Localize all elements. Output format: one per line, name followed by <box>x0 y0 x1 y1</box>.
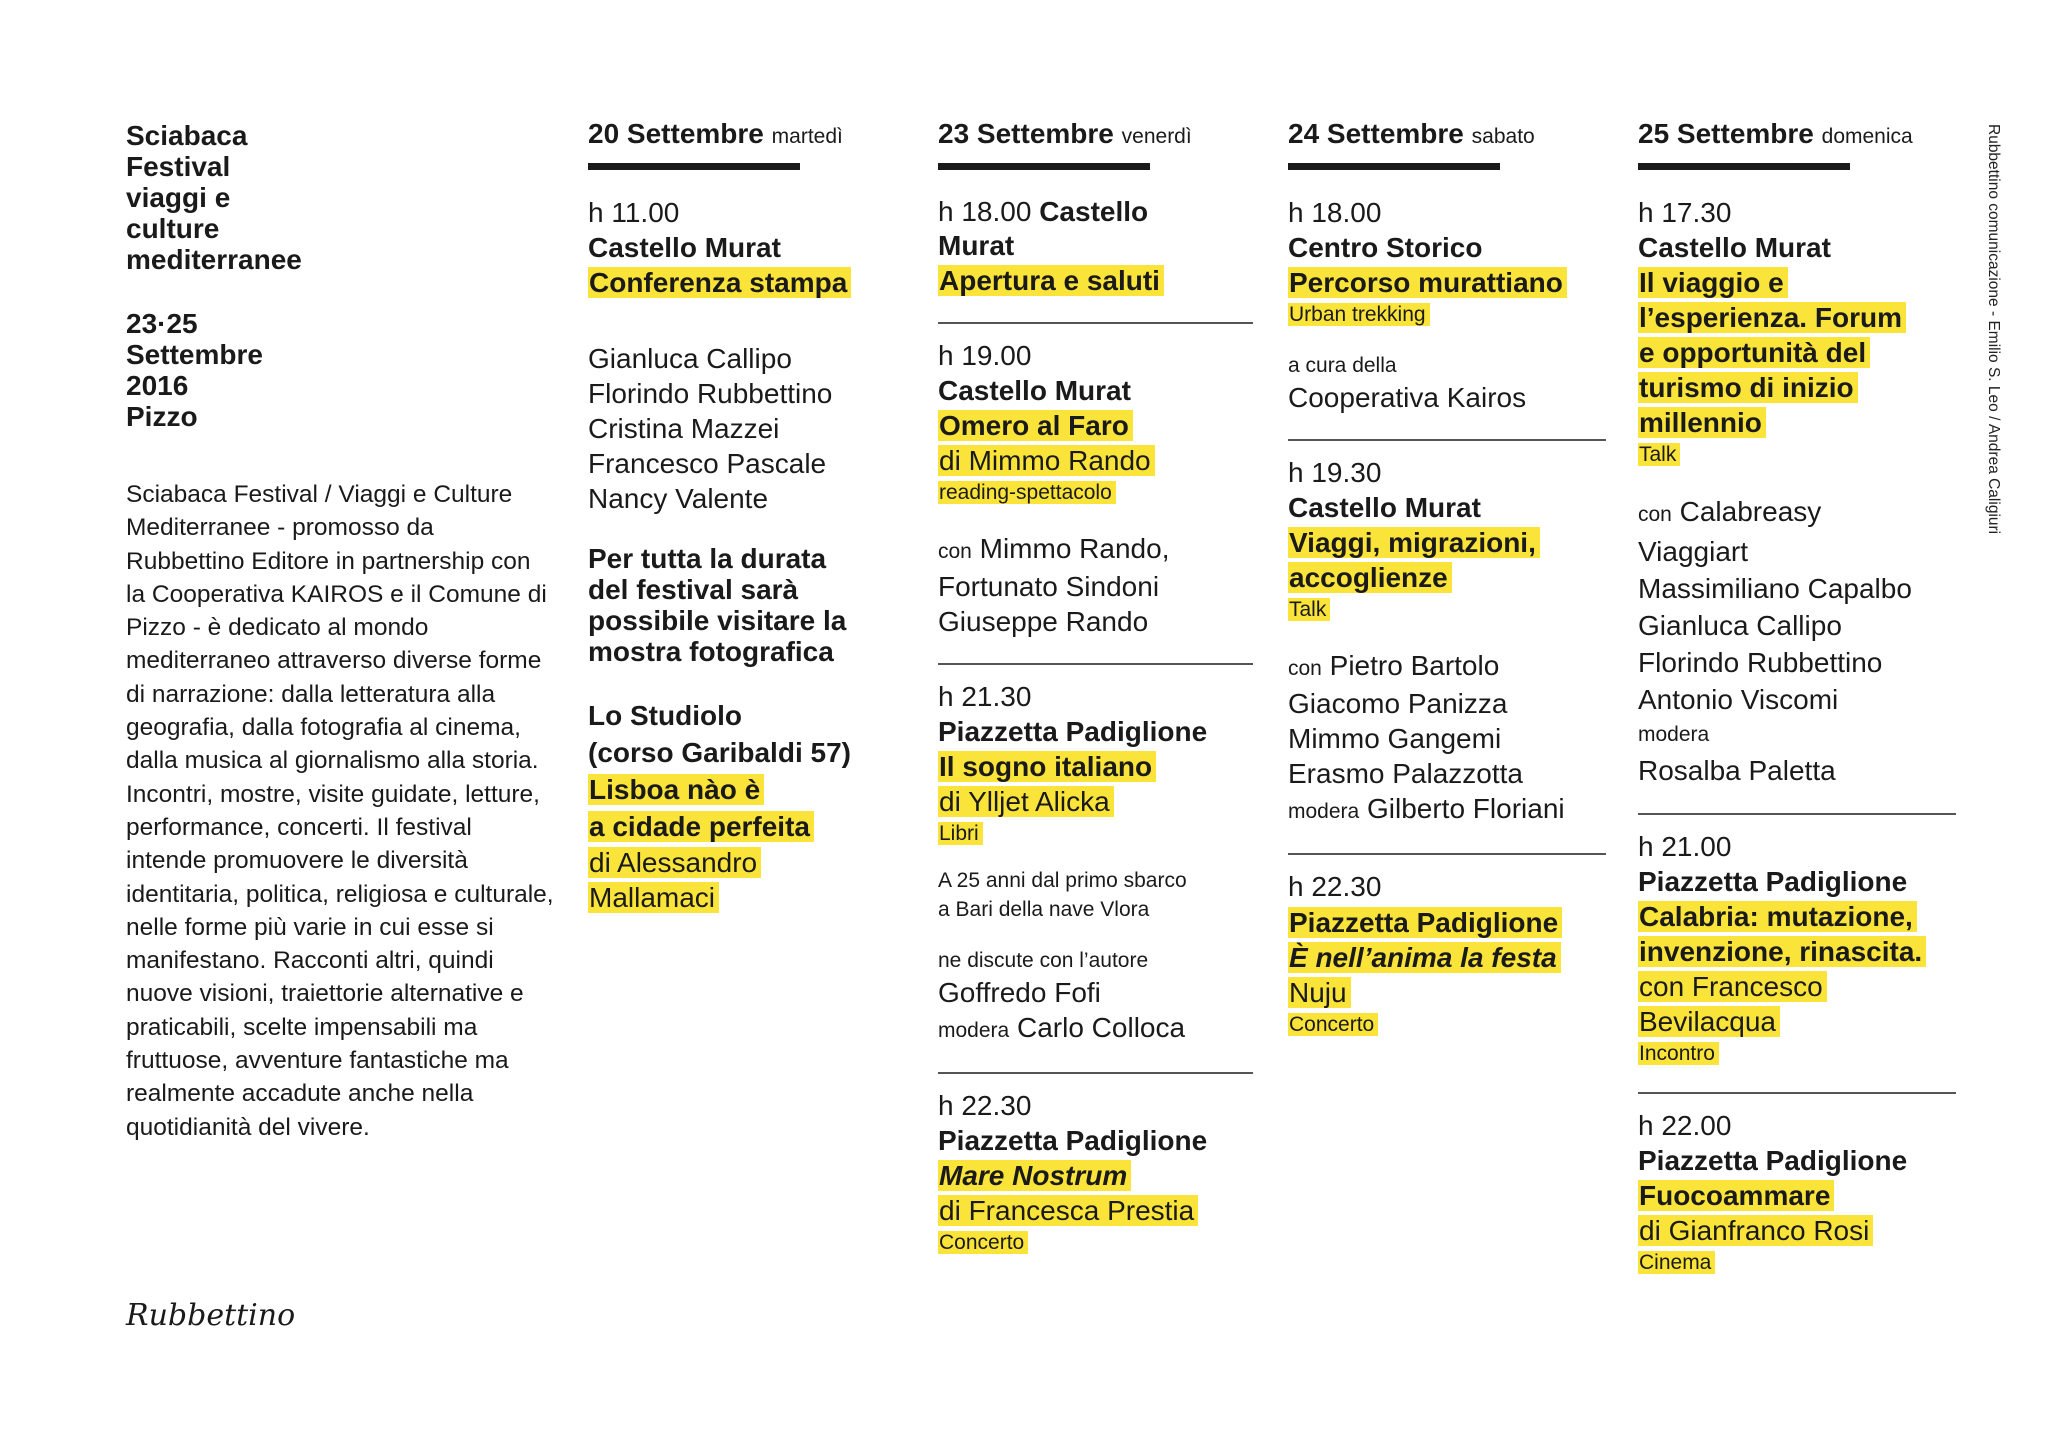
event-location: Piazzetta Padiglione <box>938 716 1208 747</box>
event <box>938 338 1253 639</box>
day-weekday: martedì <box>771 125 843 148</box>
speaker-name: Calabreasy <box>1679 496 1822 527</box>
event-title: Calabria: mutazione, <box>1638 901 1917 932</box>
event-time: h 18.00 <box>1288 197 1382 228</box>
event-location: Piazzetta Padiglione <box>1288 907 1562 938</box>
event-title: l’esperienza. Forum <box>1638 302 1906 333</box>
speaker-name: Gianluca Callipo <box>1638 610 1842 641</box>
exhibit-location: Lo Studiolo <box>588 700 742 731</box>
event-separator <box>938 663 1253 665</box>
day-header <box>588 118 908 150</box>
event-location: Piazzetta Padiglione <box>1638 866 1908 897</box>
day-rule <box>1638 163 1850 170</box>
festival-description: Sciabaca Festival / Viaggi e Culture Mediterranee - promosso da Rubbettino Editore in partnership con la Cooperativa KAIROS e il Comune di Pizzo - è dedicato al mondo mediterraneo attraverso diverse forme di narrazione: dalla letteratura alla geografia, dalla fotografia al cinema, dalla musica al giornalismo alla storia. Incontri, mostre, visite guidate, letture, performance, concerti. Il festival intende promuovere le diversità identitaria, politica, religiosa e culturale, nelle forme più varie in cui esse si manifestano. Racconti altri, quindi nuove visioni, traiettorie alternative e praticabili, scelte impensabili ma fruttuose, avventure fantastiche ma realmente accadute anche nella quotidianità del vivere. <box>126 481 554 1141</box>
festival-dates <box>126 308 326 432</box>
day-weekday: domenica <box>1821 125 1913 148</box>
event-time: h 21.00 <box>1638 831 1732 862</box>
cura-label: a cura della <box>1288 354 1397 377</box>
event-title: Viaggi, migrazioni, <box>1288 527 1540 558</box>
exhibit-author: Mallamaci <box>588 882 719 913</box>
event-title: Omero al Faro <box>938 410 1133 441</box>
event-tag: Cinema <box>1638 1251 1715 1274</box>
event <box>1638 829 1956 1068</box>
event-tag: Concerto <box>1288 1013 1378 1036</box>
title-line: viaggi e <box>126 182 231 213</box>
event <box>938 679 1253 1048</box>
speaker-name: Giacomo Panizza <box>1288 688 1508 719</box>
event <box>588 195 908 516</box>
event-title: Il viaggio e <box>1638 267 1788 298</box>
event-tag: Incontro <box>1638 1042 1719 1065</box>
event-tag: Talk <box>1638 443 1680 466</box>
event-location: Castello Murat <box>1288 492 1481 523</box>
event-title: È nell’anima la festa <box>1288 942 1561 973</box>
event-subtitle: Nuju <box>1288 977 1351 1008</box>
speaker-name: Viaggiart <box>1638 536 1749 567</box>
moderator-name: Carlo Colloca <box>1016 1012 1186 1043</box>
event-time: h 22.30 <box>938 1090 1032 1121</box>
event-separator <box>938 1072 1253 1074</box>
event-location: Castello Murat <box>1638 232 1831 263</box>
event-tag: Concerto <box>938 1231 1028 1254</box>
title-line: mediterranee <box>126 244 302 275</box>
event-title: accoglienze <box>1288 562 1452 593</box>
event <box>1288 455 1606 829</box>
event <box>938 195 1253 298</box>
speaker-name: Fortunato Sindoni <box>938 571 1160 602</box>
event-subtitle: di Ylljet Alicka <box>938 786 1114 817</box>
exhibit-intro-line: del festival sarà <box>588 574 799 605</box>
speaker-name: Mimmo Gangemi <box>1288 723 1502 754</box>
event-location: Castello <box>1039 196 1149 227</box>
event-separator <box>1288 439 1606 441</box>
speaker-name: Mimmo Rando, <box>979 533 1170 564</box>
event <box>1288 869 1606 1039</box>
side-credit: Rubbettino comunicazione - Emilio S. Leo / Andrea Caligiuri <box>1985 124 2002 535</box>
event-note <box>938 866 1253 924</box>
event-subtitle: di Francesca Prestia <box>938 1195 1198 1226</box>
speaker-list <box>588 341 908 516</box>
con-label: con <box>1638 503 1672 526</box>
day-column-25 <box>1638 118 1956 1277</box>
event-title: e opportunità del <box>1638 337 1870 368</box>
event-subtitle: di Gianfranco Rosi <box>1638 1215 1873 1246</box>
event-title: invenzione, rinascita. <box>1638 936 1926 967</box>
day-weekday: venerdì <box>1121 125 1192 148</box>
event-separator <box>938 322 1253 324</box>
speaker-name: Erasmo Palazzotta <box>1288 758 1523 789</box>
speaker-name: Nancy Valente <box>588 483 769 514</box>
event-title: Fuocoammare <box>1638 1180 1834 1211</box>
speaker-name: Giuseppe Rando <box>938 606 1149 637</box>
title-line: Sciabaca <box>126 120 248 151</box>
con-label: con <box>1288 657 1322 680</box>
event-title: Mare Nostrum <box>938 1160 1131 1191</box>
exhibit-intro-line: possibile visitare la <box>588 605 847 636</box>
event <box>938 1088 1253 1257</box>
dates-line: Pizzo <box>126 401 198 432</box>
day-header <box>1288 118 1606 150</box>
title-line: Festival <box>126 151 231 182</box>
dates-line: 2016 <box>126 370 189 401</box>
event-location: Centro Storico <box>1288 232 1483 263</box>
day-rule <box>938 163 1150 170</box>
speaker-list <box>938 531 1253 639</box>
dates-line: 23·25 <box>126 308 198 339</box>
publisher-logo: Rubbettino <box>126 1298 296 1333</box>
day-date: 25 Settembre <box>1638 118 1814 149</box>
event-title: Il sogno italiano <box>938 751 1156 782</box>
day-date: 24 Settembre <box>1288 118 1464 149</box>
event-subtitle: con Francesco <box>1638 971 1827 1002</box>
exhibit-intro-line: Per tutta la durata <box>588 543 827 574</box>
event-location: Murat <box>938 230 1015 261</box>
event-time: h 21.30 <box>938 681 1032 712</box>
event-time: h 11.00 <box>588 197 680 228</box>
event <box>1638 1108 1956 1277</box>
event-location: Piazzetta Padiglione <box>938 1125 1208 1156</box>
event-time: h 19.30 <box>1288 457 1382 488</box>
event <box>1288 195 1606 415</box>
dates-line: Settembre <box>126 339 263 370</box>
discuss-label: ne discute con l’autore <box>938 949 1149 972</box>
moderator-name: Gilberto Floriani <box>1366 793 1565 824</box>
con-label: con <box>938 540 972 563</box>
moderator-name: Rosalba Paletta <box>1638 755 1836 786</box>
exhibit-author: di Alessandro <box>588 847 761 878</box>
event-title: Apertura e saluti <box>938 265 1164 296</box>
exhibit-title: a cidade perfeita <box>588 811 814 842</box>
speaker-name: Cristina Mazzei <box>588 413 780 444</box>
day-column-20 <box>588 118 908 915</box>
event-time: h 22.30 <box>1288 871 1382 902</box>
speaker-name: Florindo Rubbettino <box>1638 647 1883 678</box>
event-time: h 17.30 <box>1638 197 1732 228</box>
day-rule <box>588 163 800 170</box>
speaker-name: Francesco Pascale <box>588 448 827 479</box>
speaker-name: Massimiliano Capalbo <box>1638 573 1912 604</box>
speaker-list <box>1638 493 1956 789</box>
event-note-line: A 25 anni dal primo sbarco <box>938 869 1187 892</box>
day-header <box>1638 118 1956 150</box>
event-time: h 18.00 <box>938 196 1032 227</box>
event-subtitle: Bevilacqua <box>1638 1006 1780 1037</box>
event-time: h 22.00 <box>1638 1110 1732 1141</box>
day-weekday: sabato <box>1471 125 1535 148</box>
event-time: h 19.00 <box>938 340 1032 371</box>
organizer-name: Cooperativa Kairos <box>1288 382 1527 413</box>
day-column-24 <box>1288 118 1606 1039</box>
speaker-list <box>1288 648 1606 829</box>
event-separator <box>1638 1092 1956 1094</box>
event-title: Conferenza stampa <box>588 267 851 298</box>
modera-label: modera <box>1288 800 1360 823</box>
festival-title <box>126 120 386 275</box>
event-time-location <box>938 195 1253 229</box>
day-date: 23 Settembre <box>938 118 1114 149</box>
speaker-name: Antonio Viscomi <box>1638 684 1839 715</box>
exhibit <box>588 697 908 915</box>
event-separator <box>1638 813 1956 815</box>
event-separator <box>1288 853 1606 855</box>
event-note-line: a Bari della nave Vlora <box>938 898 1150 921</box>
exhibit-title: Lisboa nào è <box>588 774 764 805</box>
event-title: millennio <box>1638 407 1766 438</box>
event-subtitle: di Mimmo Rando <box>938 445 1155 476</box>
event-title: turismo di inizio <box>1638 372 1858 403</box>
exhibit-location: (corso Garibaldi 57) <box>588 737 851 768</box>
day-rule <box>1288 163 1500 170</box>
event-tag: Libri <box>938 822 983 845</box>
modera-label: modera <box>938 1019 1010 1042</box>
exhibit-intro-line: mostra fotografica <box>588 636 834 667</box>
event-tag: reading-spettacolo <box>938 481 1116 504</box>
event-tag: Talk <box>1288 598 1330 621</box>
event-tag: Urban trekking <box>1288 303 1430 326</box>
day-header <box>938 118 1253 150</box>
modera-label: modera <box>1638 723 1710 746</box>
speaker-name: Florindo Rubbettino <box>588 378 833 409</box>
title-line: culture <box>126 213 220 244</box>
exhibit-intro <box>588 543 908 667</box>
author-name: Goffredo Fofi <box>938 977 1101 1008</box>
speaker-name: Pietro Bartolo <box>1329 650 1500 681</box>
event-location: Castello Murat <box>588 232 781 263</box>
event-location: Castello Murat <box>938 375 1131 406</box>
event-title: Percorso murattiano <box>1288 267 1567 298</box>
event <box>1638 195 1956 789</box>
speaker-name: Gianluca Callipo <box>588 343 792 374</box>
day-column-23 <box>938 118 1253 1257</box>
event-location: Piazzetta Padiglione <box>1638 1145 1908 1176</box>
day-date: 20 Settembre <box>588 118 764 149</box>
